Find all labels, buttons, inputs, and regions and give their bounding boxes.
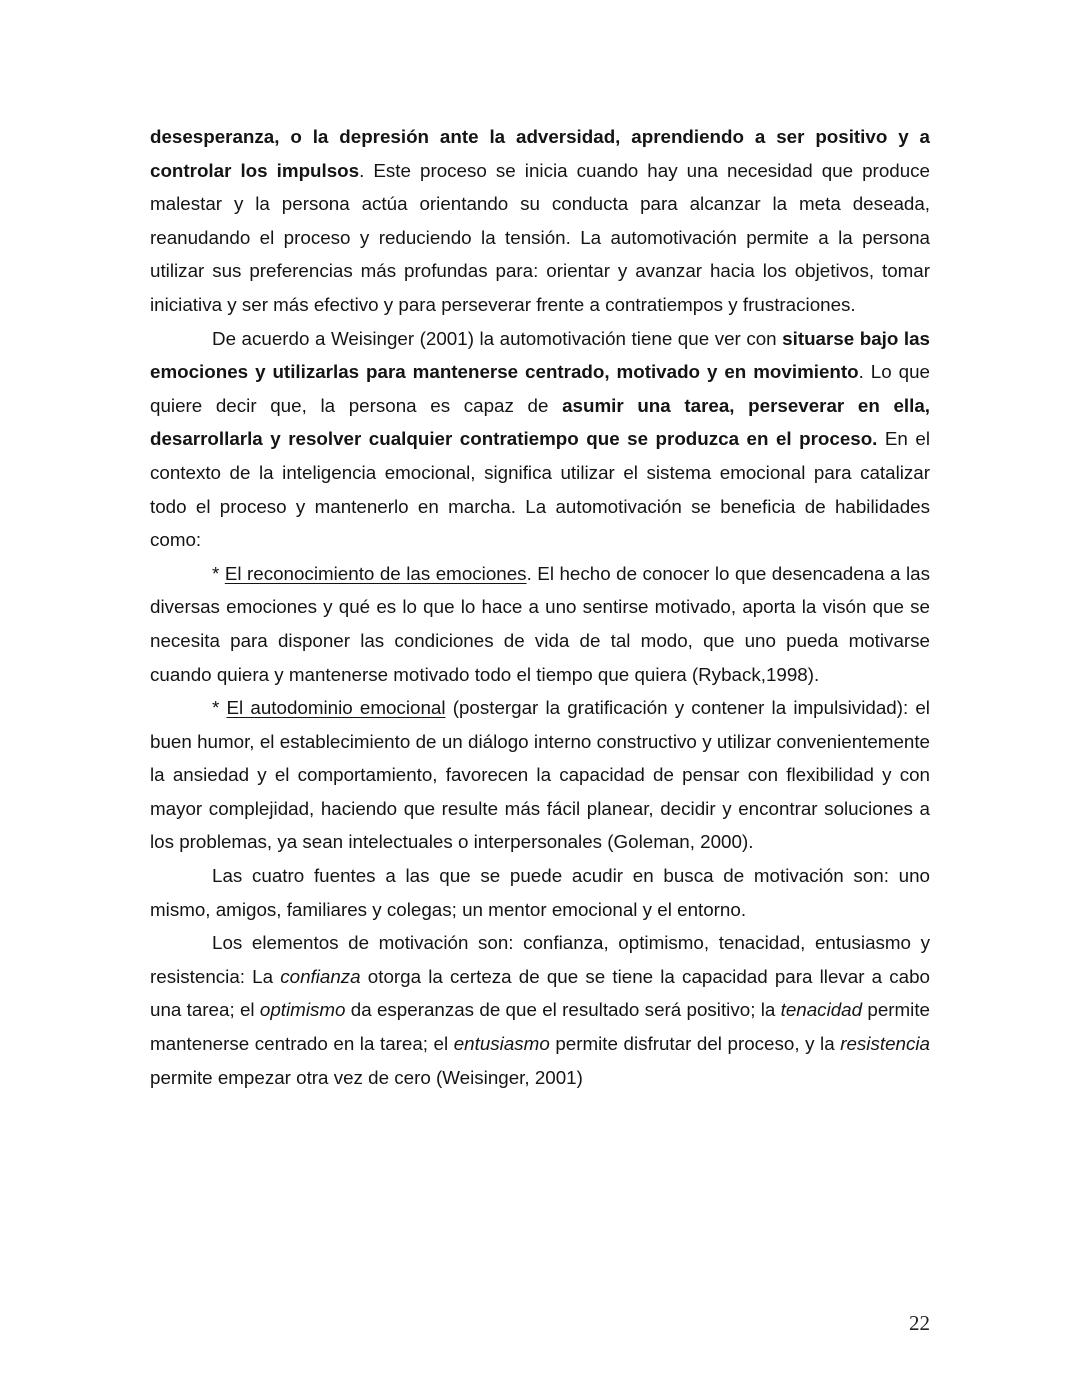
text-run: *: [212, 562, 225, 584]
italic-text-run: confianza: [280, 965, 361, 987]
text-run: permite disfrutar del proceso, y la: [549, 1033, 841, 1055]
text-run: . Este proceso se inicia cuando hay una necesidad que produce malestar y la persona actúa orientando su conducta para alcanzar la meta deseada, reanudando el proceso y reduciendo la tensión. La automotivación permite a la persona utilizar sus preferencias más profundas para: orientar y avanzar hacia los objetivos, tomar iniciativa y ser más efectivo y para perseverar frente a contratiempos y frustraciones.: [150, 159, 930, 315]
page-number: 22: [909, 1311, 930, 1335]
bold-text-run: asumir una tarea, perseverar en ella, desarrollarla y resolver cualquier contratiempo que se produzca en el proceso.: [150, 394, 930, 450]
paragraph: [150, 322, 930, 557]
paragraph: [150, 120, 930, 322]
bold-text-run: desesperanza, o la depresión ante la adversidad, aprendiendo a ser positivo y a controlar los impulsos: [150, 126, 930, 181]
underlined-text-run: El autodominio emocional: [226, 697, 446, 719]
paragraph: [150, 926, 930, 1094]
bold-text-run: situarse bajo las emociones y utilizarlas para mantenerse centrado, motivado y en movimiento: [150, 327, 930, 383]
italic-text-run: optimismo: [259, 999, 346, 1021]
text-run: Las cuatro fuentes a las que se puede acudir en busca de motivación son: uno mismo, amigos, familiares y colegas; un mentor emocional y el entorno.: [150, 865, 930, 920]
body-text: [150, 120, 930, 1094]
text-run: da esperanzas de que el resultado será positivo; la: [345, 999, 781, 1021]
italic-text-run: entusiasmo: [453, 1033, 550, 1055]
paragraph: [150, 557, 930, 691]
paragraph: [150, 691, 930, 859]
underlined-text-run: El reconocimiento de las emociones: [224, 562, 527, 584]
text-run: otorga la certeza de que se tiene la capacidad para llevar a cabo una tarea; el: [150, 965, 930, 1021]
text-run: permite empezar otra vez de cero (Weisinger, 2001): [150, 1066, 583, 1088]
text-run: *: [212, 697, 227, 719]
text-run: Los elementos de motivación son: confianza, optimismo, tenacidad, entusiasmo y resistencia: La: [150, 932, 930, 987]
paragraph: [150, 859, 930, 926]
text-run: De acuerdo a Weisinger (2001) la automotivación tiene que ver con: [212, 327, 783, 349]
text-run: En el contexto de la inteligencia emocional, significa utilizar el sistema emocional para catalizar todo el proceso y mantenerlo en marcha. La automotivación se beneficia de habilidades como:: [150, 428, 931, 551]
text-run: . El hecho de conocer lo que desencadena a las diversas emociones y qué es lo que lo hace a uno sentirse motivado, aporta la visón que se necesita para disponer las condiciones de vida de tal modo, que uno pueda motivarse cuando quiera y mantenerse motivado todo el tiempo que quiera (Ryback,1998).: [150, 562, 931, 685]
text-run: (postergar la gratificación y contener la impulsividad): el buen humor, el establecimiento de un diálogo interno constructivo y utilizar convenientemente la ansiedad y el comportamiento, favorecen la capacidad de pensar con flexibilidad y con mayor complejidad, haciendo que resulte más fácil planear, decidir y encontrar soluciones a los problemas, ya sean intelectuales o interpersonales (Goleman, 2000).: [150, 697, 930, 853]
italic-text-run: resistencia: [840, 1033, 930, 1055]
text-run: permite mantenerse centrado en la tarea; el: [150, 999, 931, 1055]
text-run: . Lo que quiere decir que, la persona es capaz de: [150, 361, 930, 416]
italic-text-run: tenacidad: [780, 999, 863, 1021]
